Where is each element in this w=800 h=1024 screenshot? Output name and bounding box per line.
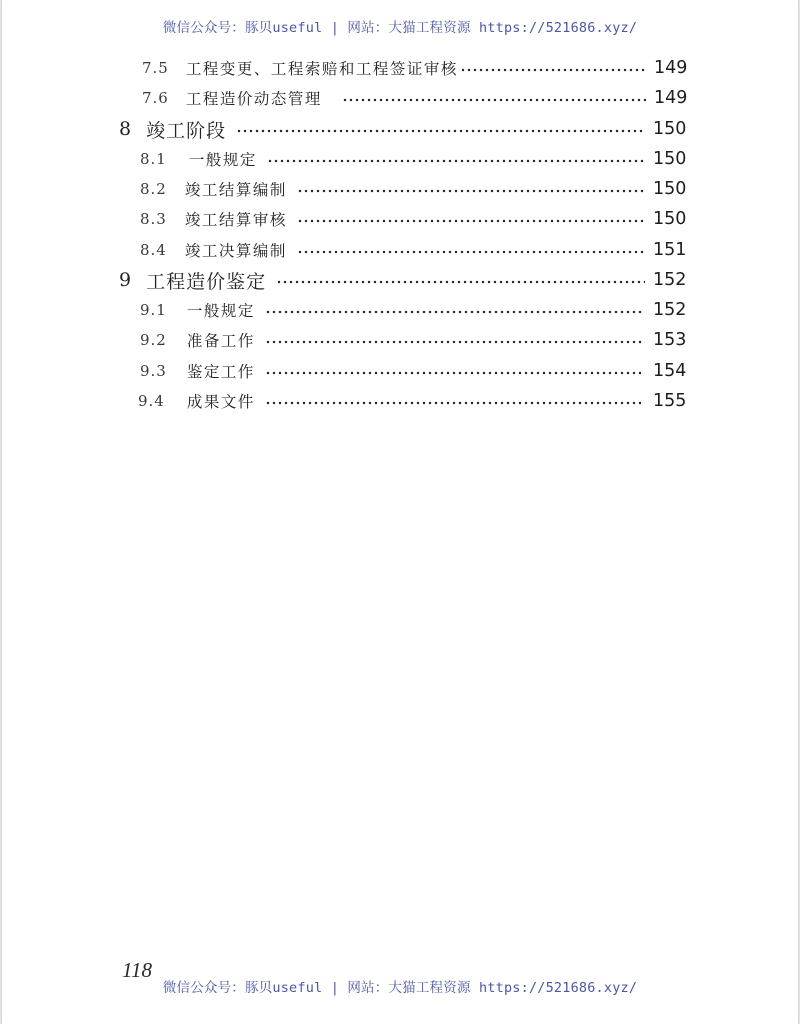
- toc-entry-number: 8.3: [140, 210, 167, 228]
- toc-entry-page: 155: [653, 391, 687, 411]
- watermark-top: 微信公众号：豚贝useful | 网站：大猫工程资源 https://521686.xyz/: [162, 20, 638, 36]
- watermark-bottom: 微信公众号：豚贝useful | 网站：大猫工程资源 https://521686.xyz/: [162, 980, 638, 996]
- toc-entry-page: 150: [653, 179, 687, 199]
- dot-leader: [297, 250, 645, 254]
- toc-entry-title: 竣工结算审核: [184, 211, 287, 229]
- toc-entry[interactable]: [140, 205, 689, 233]
- toc-entry-number: 8.2: [140, 180, 167, 198]
- toc-entry-title: 一般规定: [188, 151, 257, 169]
- toc-entry-title: 准备工作: [186, 332, 255, 350]
- toc-entry-number: 9.3: [140, 362, 167, 380]
- toc-entry[interactable]: [140, 326, 689, 354]
- toc-entry-number: 8.4: [140, 241, 167, 259]
- toc-entry-number: 9.4: [138, 392, 165, 410]
- toc-entry-title: 竣工结算编制: [184, 181, 287, 199]
- toc-entry-number: 7.5: [142, 59, 169, 77]
- toc-entry-page: 149: [654, 58, 688, 78]
- dot-leader: [265, 371, 645, 375]
- toc-entry-title: 一般规定: [186, 302, 255, 320]
- toc-entry[interactable]: [140, 357, 689, 385]
- toc-entry-title: 工程造价鉴定: [146, 270, 267, 293]
- toc-entry-page: 150: [653, 209, 687, 229]
- toc-entry[interactable]: [142, 54, 690, 82]
- toc-entry-number: 7.6: [142, 89, 169, 107]
- toc-entry-title: 成果文件: [186, 393, 255, 411]
- toc-entry-number: 9.1: [140, 301, 167, 319]
- toc-chapter-entry[interactable]: [119, 115, 689, 143]
- toc-entry[interactable]: [140, 236, 689, 264]
- toc-entry-page: 150: [653, 149, 687, 169]
- toc-entry-page: 154: [653, 361, 687, 381]
- toc-entry-number: 8: [119, 118, 133, 140]
- toc-entry[interactable]: [140, 296, 689, 324]
- dot-leader: [297, 219, 645, 223]
- toc-entry-title: 竣工决算编制: [184, 242, 287, 260]
- toc-entry[interactable]: [142, 84, 690, 112]
- dot-leader: [460, 68, 646, 72]
- toc-entry-page: 153: [653, 330, 687, 350]
- toc-entry-page: 152: [653, 300, 687, 320]
- dot-leader: [297, 189, 645, 193]
- toc-chapter-entry[interactable]: [119, 266, 689, 294]
- toc-entry-number: 9.2: [140, 331, 167, 349]
- toc-entry[interactable]: [138, 387, 689, 415]
- dot-leader: [265, 340, 645, 344]
- toc-entry-number: 9: [119, 269, 133, 291]
- toc-entry-title: 鉴定工作: [186, 363, 255, 381]
- toc-entry-page: 150: [653, 119, 687, 139]
- page-number: 118: [122, 958, 152, 982]
- dot-leader: [267, 159, 645, 163]
- toc-entry[interactable]: [140, 145, 689, 173]
- toc-entry-title: 竣工阶段: [146, 119, 227, 142]
- dot-leader: [276, 280, 645, 284]
- toc-entry-page: 152: [653, 270, 687, 290]
- dot-leader: [265, 401, 645, 405]
- dot-leader: [342, 98, 646, 102]
- toc-entry-number: 8.1: [140, 150, 167, 168]
- toc-entry-page: 151: [653, 240, 687, 260]
- toc-entry-title: 工程变更、工程索赔和工程签证审核: [185, 60, 458, 78]
- toc-entry-page: 149: [654, 88, 688, 108]
- dot-leader: [265, 310, 645, 314]
- dot-leader: [236, 129, 645, 133]
- toc-entry[interactable]: [140, 175, 689, 203]
- toc-entry-title: 工程造价动态管理: [185, 90, 322, 108]
